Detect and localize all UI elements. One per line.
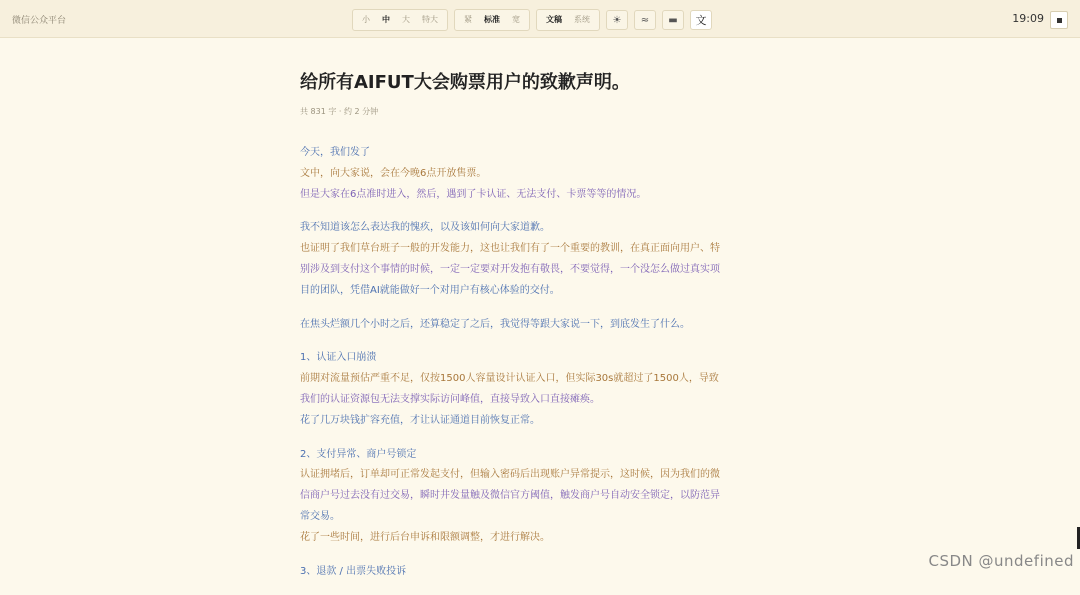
article-line: 文中，向大家说，会在今晚6点开放售票。 bbox=[300, 167, 487, 179]
reader-toolbar bbox=[352, 9, 712, 31]
stop-icon bbox=[1057, 18, 1062, 23]
wen-icon[interactable]: 文 bbox=[690, 10, 712, 30]
clock: 19:09 bbox=[1012, 12, 1044, 25]
article-line: 但是大家在6点准时进入，然后，遇到了卡认证、无法支付、卡票等等的情况。 bbox=[300, 188, 647, 200]
article-line: 我不知道该怎么表达我的愧疚，以及该如何向大家道歉。 bbox=[300, 222, 550, 234]
article-paragraph bbox=[300, 143, 780, 205]
article-line: 目的团队，凭借AI就能做好一个对用户有核心体验的交付。 bbox=[300, 284, 560, 296]
article-meta: 共 831 字 · 约 2 分钟 bbox=[300, 107, 379, 116]
top-bar bbox=[0, 0, 1080, 38]
article-line: 3、退款 / 出票失败投诉 bbox=[300, 565, 407, 577]
article-line: 前期对流量预估严重不足，仅按1500人容量设计认证入口，但实际30s就超过了1500人，导致 bbox=[300, 373, 719, 385]
font-size-option[interactable]: 小 bbox=[362, 15, 370, 24]
article bbox=[300, 70, 780, 595]
article-paragraph bbox=[300, 562, 780, 583]
article-line: 别涉及到支付这个事情的时候，一定一定要对开发抱有敬畏，不要觉得，一个没怎么做过真实项 bbox=[300, 263, 720, 275]
article-line: 我们的认证资源包无法支撑实际访问峰值，直接导致入口直接瘫痪。 bbox=[300, 393, 600, 405]
card-icon[interactable]: ▬ bbox=[662, 10, 684, 30]
article-line: 信商户号过去没有过交易，瞬时井发量触及微信官方阈值，触发商户号自动安全锁定，以防范异 bbox=[300, 490, 720, 502]
article-paragraph bbox=[300, 315, 780, 336]
article-line: 今天，我们发了 bbox=[300, 147, 370, 158]
article-paragraph bbox=[300, 218, 780, 301]
article-paragraph bbox=[300, 445, 780, 549]
theme-selector bbox=[536, 9, 600, 31]
font-size-option[interactable]: 大 bbox=[402, 15, 410, 24]
article-title: 给所有AIFUT大会购票用户的致歉声明。 bbox=[300, 72, 630, 93]
spacing-selector bbox=[454, 9, 530, 31]
sun-icon[interactable]: ☀ bbox=[606, 10, 628, 30]
theme-option[interactable]: 文稿 bbox=[546, 15, 562, 24]
article-body bbox=[300, 143, 780, 582]
spacing-option[interactable]: 标准 bbox=[484, 15, 500, 24]
font-size-option[interactable]: 特大 bbox=[422, 15, 438, 24]
stop-button[interactable] bbox=[1050, 11, 1068, 29]
brand-label: 微信公众平台 bbox=[12, 16, 67, 26]
article-line: 也证明了我们草台班子一般的开发能力，这也让我们有了一个重要的教训，在真正面向用户、特 bbox=[300, 243, 720, 255]
article-line: 认证拥堵后，订单却可正常发起支付，但输入密码后出现账户异常提示，这时候，因为我们的微 bbox=[300, 469, 720, 481]
article-line: 花了一些时间，进行后台申诉和限额调整，才进行解决。 bbox=[300, 531, 550, 543]
watermark: CSDN @undefined bbox=[928, 552, 1074, 570]
article-line: 2、支付异常、商户号锁定 bbox=[300, 448, 417, 460]
theme-option[interactable]: 系统 bbox=[574, 15, 590, 24]
font-size-option[interactable]: 中 bbox=[382, 15, 390, 24]
article-line: 常交易。 bbox=[300, 510, 340, 522]
article-paragraph bbox=[300, 348, 780, 431]
spacing-option[interactable]: 紧 bbox=[464, 15, 472, 24]
article-line: 1、认证入口崩溃 bbox=[300, 352, 377, 364]
article-line: 花了几万块钱扩容充值，才让认证通道目前恢复正常。 bbox=[300, 414, 540, 426]
spacing-option[interactable]: 宽 bbox=[512, 15, 520, 24]
article-line: 在焦头烂额几个小时之后，还算稳定了之后，我觉得等跟大家说一下，到底发生了什么。 bbox=[300, 318, 690, 330]
font-size-selector bbox=[352, 9, 448, 31]
wave-icon[interactable]: ≈ bbox=[634, 10, 656, 30]
